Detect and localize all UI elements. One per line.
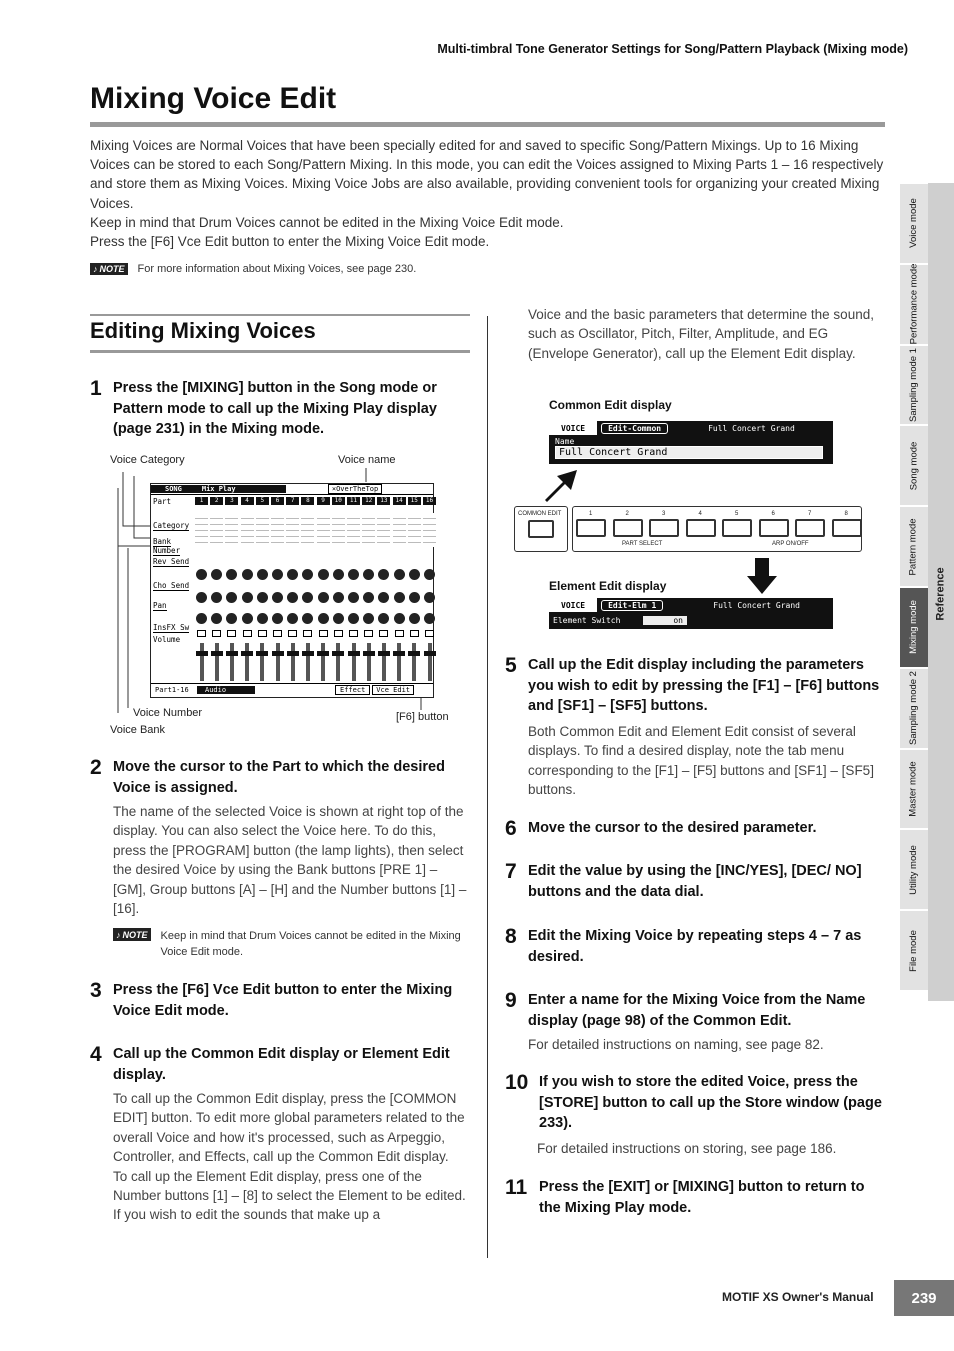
pan-knob[interactable] xyxy=(272,613,283,624)
running-header: Multi-timbral Tone Generator Settings for Song/Pattern Playback (Mixing mode) xyxy=(437,42,908,56)
tab-effect[interactable]: Effect xyxy=(335,685,370,695)
step-5-body: Both Common Edit and Element Edit consist of several displays. To find a desired display, note the tab menu corresponding to the [F1] – [F5] buttons and [SF1] – [SF5] buttons. xyxy=(528,724,874,798)
sidebar-tab-label: Voice mode xyxy=(908,198,919,249)
cho-send-knob[interactable] xyxy=(378,592,389,603)
rev-send-knob[interactable] xyxy=(196,569,207,580)
mixing-play-display xyxy=(150,483,434,698)
cho-send-knob[interactable] xyxy=(287,592,298,603)
common-edit-caption: Common Edit display xyxy=(549,398,672,412)
sidebar-tab-label: Mixing mode xyxy=(908,600,920,655)
intro-paragraph: Keep in mind that Drum Voices cannot be edited in the Mixing Voice Edit mode. xyxy=(90,214,564,230)
step-4-paragraph: To call up the Common Edit display, press the [COMMON EDIT] button. To edit more global parameters related to the overall Voice and how it's processed, such as Arpeggio, Controller, and Effects, call up the Common Edit display. xyxy=(113,1091,465,1165)
arrow-up-icon xyxy=(543,468,579,502)
sidebar-tab-label: Master mode xyxy=(908,761,919,817)
cho-send-knob[interactable] xyxy=(318,592,329,603)
pan-knob[interactable] xyxy=(211,613,222,624)
step-2-body: The name of the selected Voice is shown at right top of the display. You can also select the Voice here. To do this, press the [PROGRAM] button (the lamp lights), then select the desired Voice by using the Bank buttons [PRE 1] – [GM], Group buttons [A] – [H] and the Number buttons [1] – [16]. xyxy=(113,804,467,917)
common-tab: Edit-Common xyxy=(601,423,668,434)
step-3 xyxy=(90,980,475,1021)
part-number: 16 xyxy=(423,497,436,505)
step-heading: Press the [F6] Vce Edit button to enter the Mixing Voice Edit mode. xyxy=(113,982,453,1019)
name-field[interactable]: Full Concert Grand xyxy=(555,446,823,459)
rev-send-knob[interactable] xyxy=(348,569,359,580)
step-1 xyxy=(90,378,475,440)
volume-fader[interactable] xyxy=(321,643,325,681)
mix-row-label: Pan xyxy=(153,601,167,610)
step-number: 7 xyxy=(505,860,517,883)
pan-knob[interactable] xyxy=(242,613,253,624)
part-number: 9 xyxy=(317,497,330,505)
rev-send-knob[interactable] xyxy=(424,569,435,580)
intro-note xyxy=(90,263,416,275)
number-label: 7 xyxy=(808,511,812,517)
volume-fader[interactable] xyxy=(367,643,371,681)
insfx-switch[interactable] xyxy=(425,630,434,637)
mode-tabs xyxy=(900,183,928,1001)
tab-vce-edit[interactable]: Vce Edit xyxy=(372,685,414,695)
volume-fader[interactable] xyxy=(276,643,280,681)
volume-fader[interactable] xyxy=(230,643,234,681)
note-text: Keep in mind that Drum Voices cannot be edited in the Mixing Voice Edit mode. xyxy=(160,930,461,958)
part-number: 12 xyxy=(362,497,375,505)
number-label: 8 xyxy=(844,511,848,517)
mix-row-label: Bank xyxy=(153,537,172,546)
volume-fader[interactable] xyxy=(412,643,416,681)
cho-send-knob[interactable] xyxy=(257,592,268,603)
number-button[interactable] xyxy=(686,519,716,537)
volume-fader[interactable] xyxy=(215,643,219,681)
pan-knob[interactable] xyxy=(363,613,374,624)
mix-row-label: Volume xyxy=(153,635,181,644)
rev-send-knob[interactable] xyxy=(394,569,405,580)
pan-knob[interactable] xyxy=(196,613,207,624)
cho-send-knob[interactable] xyxy=(226,592,237,603)
volume-fader[interactable] xyxy=(336,643,340,681)
rev-send-knob[interactable] xyxy=(409,569,420,580)
sidebar-tab-label: Utility mode xyxy=(908,844,919,895)
part-column[interactable] xyxy=(225,497,238,681)
button-panel xyxy=(514,503,874,553)
number-label: 3 xyxy=(662,511,666,517)
part-column[interactable] xyxy=(393,497,406,681)
part-number: 11 xyxy=(347,497,360,505)
step-2-note xyxy=(113,928,471,960)
cho-send-knob[interactable] xyxy=(211,592,222,603)
mix-play-label: Mix Play xyxy=(196,485,286,493)
sidebar-tab[interactable] xyxy=(900,830,928,909)
part-number: 3 xyxy=(225,497,238,505)
rev-send-knob[interactable] xyxy=(257,569,268,580)
sidebar-tab-label: Sampling mode 2 xyxy=(908,671,919,746)
cho-send-knob[interactable] xyxy=(196,592,207,603)
part-number: 6 xyxy=(271,497,284,505)
part-number: 10 xyxy=(332,497,345,505)
rev-send-knob[interactable] xyxy=(378,569,389,580)
volume-fader[interactable] xyxy=(306,643,310,681)
insfx-switch[interactable] xyxy=(334,630,343,637)
volume-fader[interactable] xyxy=(260,643,264,681)
part-number: 13 xyxy=(377,497,390,505)
volume-fader[interactable] xyxy=(200,643,204,681)
step-number: 11 xyxy=(505,1176,528,1199)
volume-fader[interactable] xyxy=(382,643,386,681)
step-10-body: For detailed instructions on storing, see page 186. xyxy=(537,1141,837,1156)
song-label: SONG xyxy=(151,485,196,493)
intro-text xyxy=(90,136,885,251)
step-heading: Press the [MIXING] button in the Song mode or Pattern mode to call up the Mixing Play display (page 231) in the Mixing mode. xyxy=(113,380,437,437)
header-voice-name: Full Concert Grand xyxy=(708,423,795,433)
mix-row-label: Rev Send xyxy=(153,557,190,566)
step-2 xyxy=(90,757,475,798)
callout-f6-button: [F6] button xyxy=(396,711,449,723)
pan-knob[interactable] xyxy=(394,613,405,624)
step-heading: If you wish to store the edited Voice, press the [STORE] button to call up the Store window (page 233). xyxy=(539,1074,882,1131)
sidebar-tab-label: Song mode xyxy=(908,441,919,491)
title-rule xyxy=(90,122,885,127)
sidebar-tab-label: Sampling mode 1 xyxy=(908,348,919,422)
sidebar-tab-label: File mode xyxy=(908,929,919,972)
sidebar-tab-label: Performance mode xyxy=(908,263,920,345)
part-number: 4 xyxy=(241,497,254,505)
footer-manual-title: MOTIF XS Owner's Manual xyxy=(722,1290,874,1304)
part-column[interactable] xyxy=(256,497,269,681)
insfx-switch[interactable] xyxy=(212,630,221,637)
part-number: 7 xyxy=(286,497,299,505)
step-heading: Move the cursor to the desired parameter. xyxy=(528,820,817,836)
part-column[interactable] xyxy=(271,497,284,681)
rev-send-knob[interactable] xyxy=(363,569,374,580)
note-text: For more information about Mixing Voices, see page 230. xyxy=(137,263,417,275)
callout-voice-name: Voice name xyxy=(338,454,396,466)
part-number: 8 xyxy=(301,497,314,505)
step-4-body xyxy=(113,1089,471,1225)
rev-send-knob[interactable] xyxy=(272,569,283,580)
arrow-down-icon xyxy=(747,558,777,594)
element-edit-display xyxy=(549,598,833,629)
part-column[interactable] xyxy=(301,497,314,681)
insfx-switch[interactable] xyxy=(288,630,297,637)
step-7 xyxy=(505,861,883,902)
common-edit-label: COMMON EDIT xyxy=(518,511,562,517)
intro-paragraph: Press the [F6] Vce Edit button to enter the Mixing Voice Edit mode. xyxy=(90,234,490,250)
step-4-continued: Voice and the basic parameters that determine the sound, such as Oscillator, Pitch, Filter, Amplitude, and EG (Envelope Generator), call up the Element Edit display. xyxy=(528,307,874,361)
part-column[interactable] xyxy=(377,497,390,681)
mix-row-label: InsFX Sw xyxy=(153,623,190,632)
number-label: 4 xyxy=(698,511,702,517)
note-icon: ♪ NOTE xyxy=(90,263,128,275)
element-switch-label: Element Switch xyxy=(553,616,621,625)
pan-knob[interactable] xyxy=(424,613,435,624)
volume-fader[interactable] xyxy=(397,643,401,681)
voice-name-display: ×OverTheTop xyxy=(328,484,382,494)
step-number: 3 xyxy=(90,979,102,1002)
insfx-switch[interactable] xyxy=(395,630,404,637)
part-column[interactable] xyxy=(241,497,254,681)
cho-send-knob[interactable] xyxy=(272,592,283,603)
step-8 xyxy=(505,926,883,967)
step-4 xyxy=(90,1044,475,1085)
insfx-switch[interactable] xyxy=(379,630,388,637)
insfx-switch[interactable] xyxy=(258,630,267,637)
cho-send-knob[interactable] xyxy=(242,592,253,603)
step-heading: Press the [EXIT] or [MIXING] button to return to the Mixing Play mode. xyxy=(539,1179,865,1216)
voice-label: VOICE xyxy=(549,421,597,435)
part-column[interactable] xyxy=(286,497,299,681)
part-number: 14 xyxy=(393,497,406,505)
element-tab: Edit-Elm 1 xyxy=(601,600,663,611)
callout-voice-number: Voice Number xyxy=(133,707,203,719)
number-button[interactable] xyxy=(832,519,862,537)
rev-send-knob[interactable] xyxy=(211,569,222,580)
step-9 xyxy=(505,990,883,1031)
step-5 xyxy=(505,655,883,717)
page-title: Mixing Voice Edit xyxy=(90,82,337,115)
step-heading: Move the cursor to the Part to which the desired Voice is assigned. xyxy=(113,759,445,796)
step-number: 4 xyxy=(90,1043,102,1066)
part-number: 15 xyxy=(408,497,421,505)
cho-send-knob[interactable] xyxy=(424,592,435,603)
number-button[interactable] xyxy=(613,519,643,537)
sidebar-tab[interactable] xyxy=(900,265,928,344)
voice-label: VOICE xyxy=(549,598,597,612)
note-icon: ♪ NOTE xyxy=(113,928,151,941)
cho-send-knob[interactable] xyxy=(348,592,359,603)
sidebar-tab[interactable] xyxy=(900,911,928,990)
pan-knob[interactable] xyxy=(287,613,298,624)
number-label: 6 xyxy=(771,511,775,517)
pan-knob[interactable] xyxy=(333,613,344,624)
rev-send-knob[interactable] xyxy=(318,569,329,580)
page-number: 239 xyxy=(894,1280,954,1316)
callout-voice-bank: Voice Bank xyxy=(110,724,166,736)
rev-send-knob[interactable] xyxy=(287,569,298,580)
mix-row-label: Part xyxy=(153,497,172,506)
part-column[interactable] xyxy=(317,497,330,681)
rev-send-knob[interactable] xyxy=(302,569,313,580)
step-number: 10 xyxy=(505,1071,529,1094)
step-11 xyxy=(505,1177,885,1218)
mix-row-label: Cho Send xyxy=(153,581,190,590)
mix-row-label: Number xyxy=(153,546,181,555)
step-heading: Enter a name for the Mixing Voice from the Name display (page 98) of the Common Edit. xyxy=(528,992,866,1029)
part-number: 2 xyxy=(210,497,223,505)
insfx-switch[interactable] xyxy=(349,630,358,637)
cho-send-knob[interactable] xyxy=(363,592,374,603)
element-switch-value[interactable]: on xyxy=(643,616,687,625)
sidebar-tab[interactable] xyxy=(900,426,928,505)
section-title: Editing Mixing Voices xyxy=(90,318,316,343)
step-number: 1 xyxy=(90,377,102,400)
common-edit-button[interactable] xyxy=(528,520,554,538)
sidebar-tab[interactable] xyxy=(900,750,928,829)
step-number: 2 xyxy=(90,756,102,779)
mix-grid xyxy=(151,495,433,683)
sidebar-tab-label: Pattern mode xyxy=(908,518,920,576)
part-select-label: PART SELECT xyxy=(622,541,663,547)
cho-send-knob[interactable] xyxy=(333,592,344,603)
step-number: 5 xyxy=(505,654,517,677)
step-9-body: For detailed instructions on naming, see page 82. xyxy=(528,1037,824,1052)
pan-knob[interactable] xyxy=(348,613,359,624)
step-heading: Call up the Common Edit display or Element Edit display. xyxy=(113,1046,450,1083)
step-10 xyxy=(505,1072,885,1134)
pan-knob[interactable] xyxy=(257,613,268,624)
part-column[interactable] xyxy=(347,497,360,681)
pan-knob[interactable] xyxy=(409,613,420,624)
part-column[interactable] xyxy=(423,497,436,681)
name-label: Name xyxy=(555,437,575,446)
rev-send-knob[interactable] xyxy=(242,569,253,580)
step-number: 6 xyxy=(505,817,517,840)
sidebar-tab[interactable] xyxy=(900,588,928,667)
insfx-switch[interactable] xyxy=(364,630,373,637)
insfx-switch[interactable] xyxy=(197,630,206,637)
insfx-switch[interactable] xyxy=(273,630,282,637)
number-label: 1 xyxy=(589,511,593,517)
intro-paragraph: Mixing Voices are Normal Voices that have been specially edited for and saved to specific Song/Pattern Mixings. Up to 16 Mixing Voices can be stored to each Song/Pattern Mixing. In this mode, you can edit the Voices assigned to Mixing Parts 1 – 16 respectively and store them as Mixing Voices. Mixing Voice Jobs are also available, providing convenient tools for organizing your created Mixing Voices. xyxy=(90,138,884,211)
volume-fader[interactable] xyxy=(245,643,249,681)
arp-label: ARP ON/OFF xyxy=(772,541,809,547)
column-divider xyxy=(487,316,488,1258)
number-label: 5 xyxy=(735,511,739,517)
pan-knob[interactable] xyxy=(226,613,237,624)
insfx-switch[interactable] xyxy=(303,630,312,637)
insfx-switch[interactable] xyxy=(227,630,236,637)
part-number: 1 xyxy=(195,497,208,505)
cho-send-knob[interactable] xyxy=(394,592,405,603)
step-6 xyxy=(505,818,883,840)
header-voice-name: Full Concert Grand xyxy=(713,600,800,610)
number-label: 2 xyxy=(625,511,629,517)
sidebar-tab[interactable] xyxy=(900,346,928,425)
step-number: 8 xyxy=(505,925,517,948)
cho-send-knob[interactable] xyxy=(409,592,420,603)
volume-fader[interactable] xyxy=(291,643,295,681)
pan-knob[interactable] xyxy=(302,613,313,624)
reference-label: Reference xyxy=(935,567,948,621)
cho-send-knob[interactable] xyxy=(302,592,313,603)
number-button[interactable] xyxy=(649,519,679,537)
section-rule-bottom xyxy=(90,350,470,353)
insfx-switch[interactable] xyxy=(410,630,419,637)
mix-row-label: Category xyxy=(153,521,190,530)
number-button[interactable] xyxy=(576,519,606,537)
element-edit-caption: Element Edit display xyxy=(549,579,667,593)
rev-send-knob[interactable] xyxy=(333,569,344,580)
step-number: 9 xyxy=(505,989,517,1012)
pan-knob[interactable] xyxy=(378,613,389,624)
part-column[interactable] xyxy=(362,497,375,681)
part-range: Part1-16 xyxy=(155,685,189,694)
step-heading: Call up the Edit display including the parameters you wish to edit by pressing the [F1] – [F6] buttons and [SF1] – [SF5] buttons. xyxy=(528,657,880,714)
step-4-paragraph: To call up the Element Edit display, press one of the Number buttons [1] – [8] to select the Element to be edited. If you wish to edit the sounds that make up a xyxy=(113,1168,466,1223)
part-column[interactable] xyxy=(408,497,421,681)
volume-fader[interactable] xyxy=(428,643,432,681)
common-edit-display xyxy=(549,421,833,464)
sidebar-tab[interactable] xyxy=(900,184,928,263)
insfx-switch[interactable] xyxy=(319,630,328,637)
sidebar-tab[interactable] xyxy=(900,669,928,748)
part-column[interactable] xyxy=(210,497,223,681)
tab-audio[interactable]: Audio xyxy=(197,686,255,694)
step-heading: Edit the Mixing Voice by repeating steps 4 – 7 as desired. xyxy=(528,928,862,965)
number-button[interactable] xyxy=(722,519,752,537)
part-column[interactable] xyxy=(195,497,208,681)
insfx-switch[interactable] xyxy=(243,630,252,637)
step-heading: Edit the value by using the [INC/YES], [DEC/ NO] buttons and the data dial. xyxy=(528,863,862,900)
section-rule-top xyxy=(90,314,470,316)
part-number: 5 xyxy=(256,497,269,505)
callout-voice-category: Voice Category xyxy=(110,454,185,466)
sidebar-tab[interactable] xyxy=(900,507,928,586)
volume-fader[interactable] xyxy=(352,643,356,681)
pan-knob[interactable] xyxy=(318,613,329,624)
number-button[interactable] xyxy=(759,519,789,537)
number-button[interactable] xyxy=(795,519,825,537)
rev-send-knob[interactable] xyxy=(226,569,237,580)
part-column[interactable] xyxy=(332,497,345,681)
